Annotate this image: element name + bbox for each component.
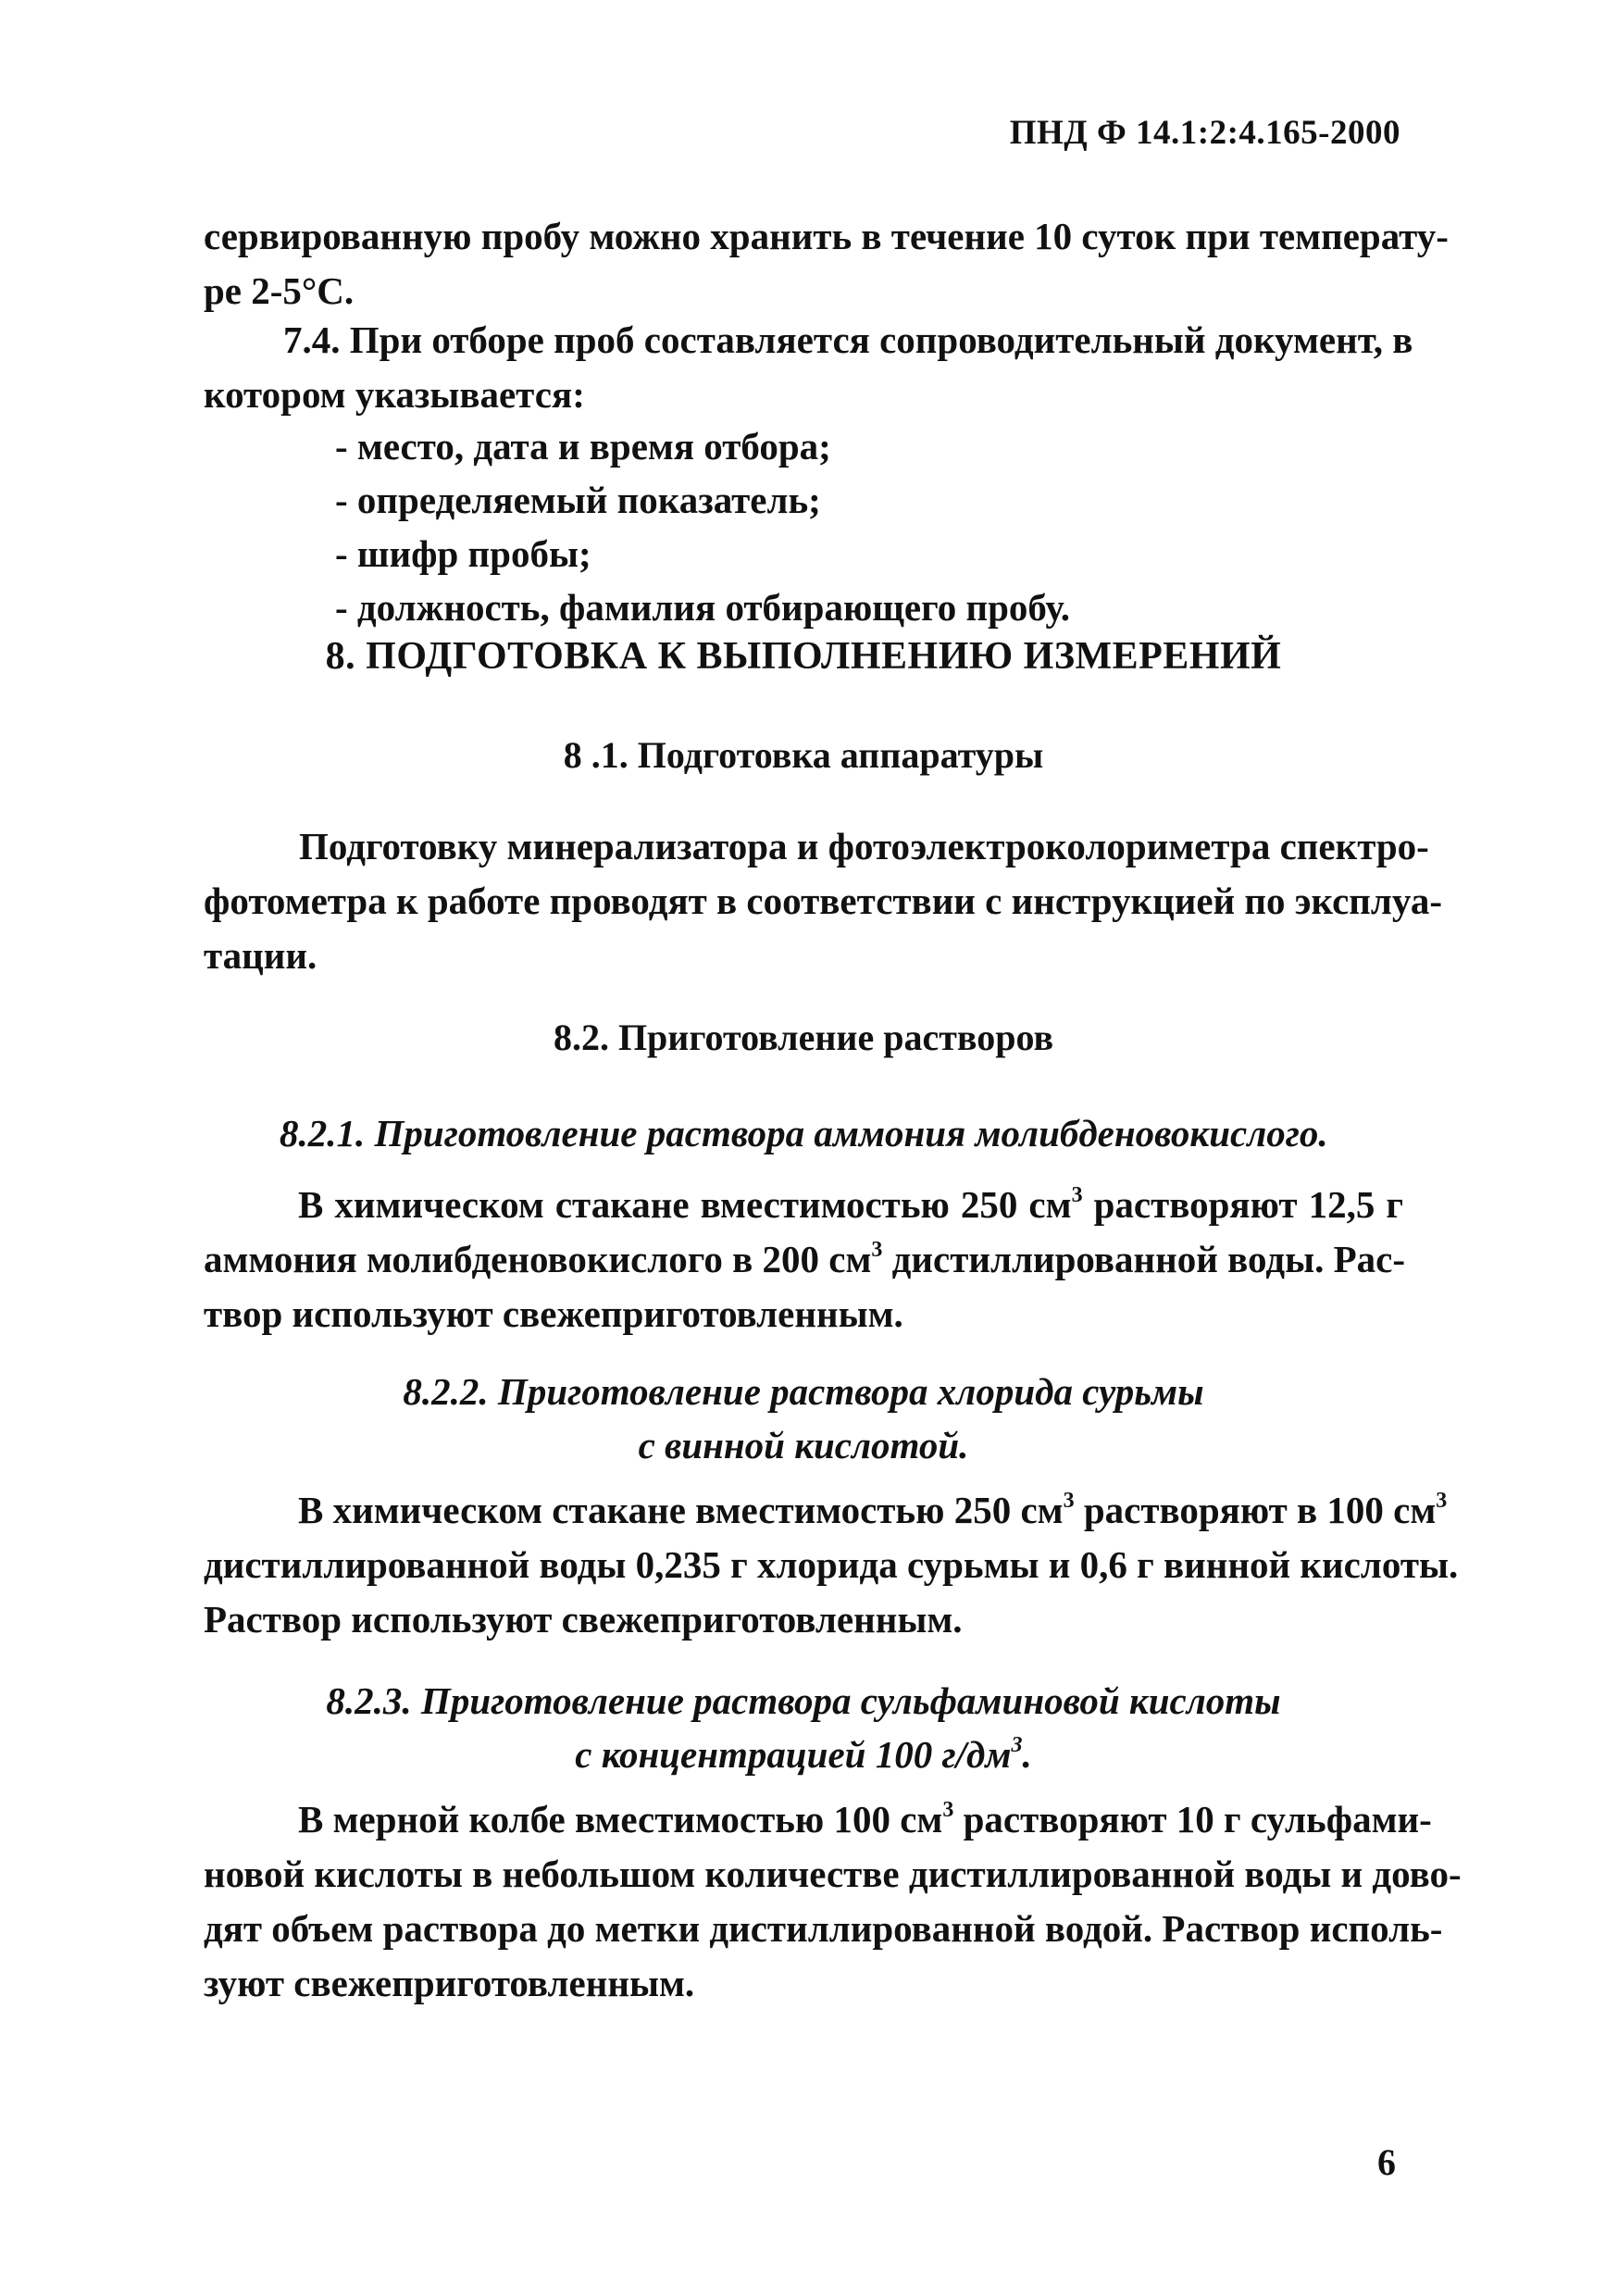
section-8-title: 8. ПОДГОТОВКА К ВЫПОЛНЕНИЮ ИЗМЕРЕНИЙ	[325, 635, 1282, 678]
list-item: - определяемый показатель;	[335, 479, 821, 521]
paragraph-8-2-2	[204, 1483, 1459, 1647]
title-line: 8.2.2. Приготовление раствора хлорида сурьмы	[403, 1370, 1204, 1413]
document-code: ПНД Ф 14.1:2:4.165-2000	[1009, 114, 1400, 152]
section-8-2-title: 8.2. Приготовление растворов	[553, 1017, 1054, 1058]
paragraph-line: ре 2-5°С.	[204, 269, 355, 312]
paragraph-7-4	[204, 313, 1413, 422]
paragraph-line: дят объем раствора до метки дистиллированной водой. Раствор исполь-	[204, 1907, 1443, 1950]
paragraph-line: аммония молибденовокислого в 200 $см^3$ дистиллированной воды. Рас-	[204, 1238, 1405, 1280]
title-line: 8.2.3. Приготовление раствора сульфаминовой кислоты	[326, 1679, 1281, 1722]
intro-paragraph	[204, 209, 1449, 318]
sample-document-list	[335, 419, 1070, 634]
paragraph-line: зуют свежеприготовленным.	[204, 1962, 695, 2004]
list-item: - шифр пробы;	[335, 532, 591, 575]
paragraph-8-2-3	[204, 1792, 1462, 2011]
section-8-2-3-title	[204, 1674, 1403, 1781]
paragraph-line: дистиллированной воды 0,235 г хлорида сурьмы и 0,6 г винной кислоты.	[204, 1543, 1459, 1586]
paragraph-line: новой кислоты в небольшом количестве дистиллированной воды и дово-	[204, 1853, 1462, 1895]
paragraph-line: Подготовку минерализатора и фотоэлектроколориметра спектро-	[299, 825, 1429, 867]
paragraph-line: В мерной колбе вместимостью 100 $см^3$ растворяют 10 г сульфами-	[298, 1798, 1432, 1841]
paragraph-line: тации.	[204, 934, 317, 977]
paragraph-line: котором указывается:	[204, 373, 585, 416]
section-8-1-title: 8 .1. Подготовка аппаратуры	[563, 734, 1044, 776]
paragraph-line: сервированную пробу можно хранить в течение 10 суток при температу-	[204, 215, 1449, 257]
section-8-2-1-title: 8.2.1. Приготовление раствора аммония молибденовокислого.	[280, 1112, 1328, 1154]
page-number: 6	[1377, 2141, 1396, 2183]
paragraph-line: 7.4. При отборе проб составляется сопроводительный документ, в	[283, 318, 1413, 361]
paragraph-line: фотометра к работе проводят в соответствии с инструкцией по эксплуа-	[204, 880, 1443, 922]
title-line: с винной кислотой.	[638, 1424, 969, 1466]
paragraph-line: В химическом стакане вместимостью 250 $см^3$ растворяют в 100 $см^3$	[298, 1489, 1448, 1531]
paragraph-8-2-1	[204, 1178, 1403, 1341]
paragraph-line: Раствор используют свежеприготовленным.	[204, 1598, 963, 1641]
section-8-2-2-title	[204, 1365, 1403, 1472]
list-item: - должность, фамилия отбирающего пробу.	[335, 586, 1070, 629]
paragraph-line: В химическом стакане вместимостью 250 $см^3$ растворяют 12,5 г	[298, 1183, 1403, 1226]
title-line: с концентрацией 100 $г/дм^3$.	[575, 1733, 1032, 1776]
list-item: - место, дата и время отбора;	[335, 425, 831, 468]
paragraph-line: твор используют свежеприготовленным.	[204, 1292, 903, 1335]
paragraph-8-1	[204, 819, 1443, 983]
